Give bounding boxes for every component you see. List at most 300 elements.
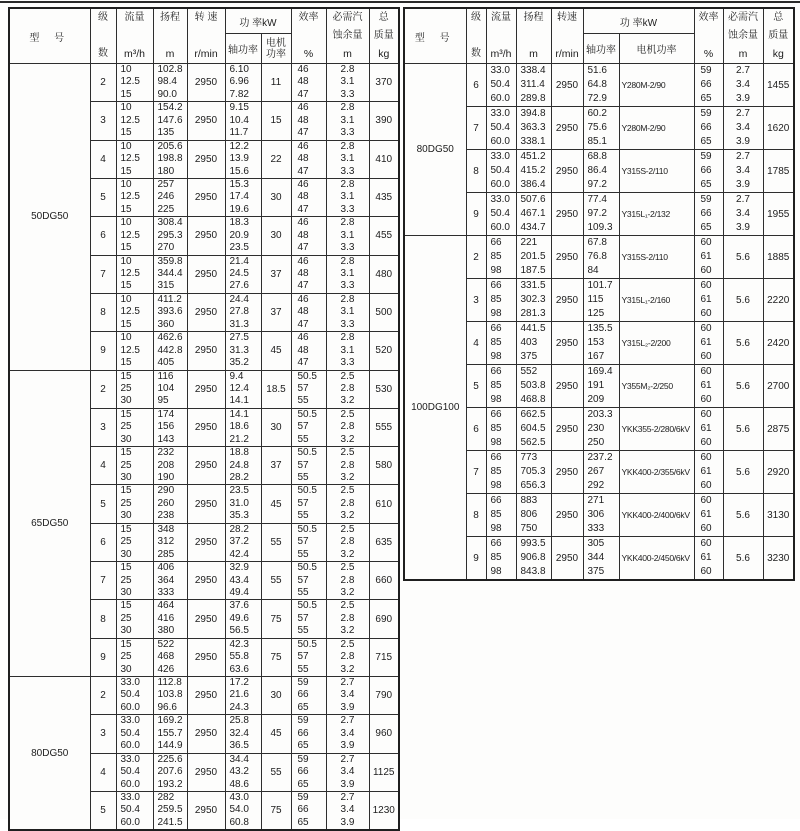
npsh-cell-line: 3.1 (340, 229, 355, 241)
flow-cell-line: 50.4 (120, 727, 140, 739)
npsh-cell (326, 753, 369, 791)
efficiency-cell-line: 66 (297, 766, 309, 778)
head-cell (153, 255, 187, 293)
flow-cell-line: 98 (490, 566, 502, 577)
head-cell (516, 193, 551, 236)
efficiency-cell (291, 408, 326, 446)
efficiency-cell-line: 60 (700, 452, 712, 463)
head-cell-line: 993.5 (520, 538, 546, 549)
shaft-power-cell (225, 217, 261, 255)
shaft-power-cell (583, 193, 619, 236)
flow-cell-line: 98 (490, 480, 502, 491)
npsh-cell (326, 677, 369, 715)
mass-cell: 610 (369, 485, 399, 523)
npsh-cell: 5.6 (723, 365, 763, 408)
npsh-cell-line: 3.4 (340, 804, 355, 816)
flow-cell-line: 50.4 (490, 208, 510, 219)
shaft-power-cell-line: 43.0 (229, 791, 249, 803)
mass-cell: 3230 (763, 537, 794, 581)
speed-cell: 2950 (187, 217, 225, 255)
head-cell-line: 442.8 (157, 344, 183, 356)
head-cell-line: 198.8 (157, 153, 183, 165)
efficiency-cell (291, 677, 326, 715)
stages-cell: 3 (90, 408, 116, 446)
shaft-power-cell-line: 24.4 (229, 293, 249, 305)
npsh-cell (326, 217, 369, 255)
head-cell-line: 155.7 (157, 727, 183, 739)
shaft-power-cell-line: 49.6 (229, 612, 249, 624)
flow-cell-line: 15 (120, 638, 132, 650)
npsh-cell: 5.6 (723, 322, 763, 365)
npsh-cell-line: 3.4 (340, 727, 355, 739)
flow-cell-line: 25 (120, 459, 132, 471)
flow-cell-line: 25 (120, 382, 132, 394)
header-efficiency-label: 效率 (698, 12, 719, 23)
header-model: 型 号 (404, 8, 466, 64)
flow-cell (486, 322, 516, 365)
stages-cell: 5 (90, 485, 116, 523)
head-cell (153, 715, 187, 753)
flow-cell-line: 85 (490, 294, 502, 305)
shaft-power-cell-line: 18.3 (229, 217, 249, 229)
motor-power-cell: Y315L₁-2/132 (619, 193, 694, 236)
mass-cell: 660 (369, 562, 399, 600)
shaft-power-cell (225, 562, 261, 600)
head-cell-line: 95 (157, 395, 169, 407)
flow-cell-line: 85 (490, 466, 502, 477)
flow-cell-line: 60.0 (490, 179, 510, 190)
stages-cell: 7 (466, 107, 486, 150)
header-motor-power-line2: 功率 (266, 48, 286, 60)
header-speed-unit: r/min (194, 48, 218, 60)
efficiency-cell (291, 217, 326, 255)
header-npsh (326, 8, 369, 64)
head-cell (153, 638, 187, 676)
efficiency-cell-line: 60 (700, 308, 712, 319)
mass-cell: 2700 (763, 365, 794, 408)
efficiency-cell-line: 55 (297, 586, 309, 598)
flow-cell (116, 600, 153, 638)
shaft-power-cell-line: 14.1 (229, 395, 249, 407)
stages-cell: 6 (90, 523, 116, 561)
flow-cell-line: 15 (120, 127, 132, 139)
shaft-power-cell-line: 42.3 (229, 638, 249, 650)
motor-power-cell: 30 (261, 677, 291, 715)
npsh-cell-line: 3.1 (340, 153, 355, 165)
efficiency-cell-line: 60 (700, 437, 712, 448)
flow-cell (486, 64, 516, 107)
flow-cell (116, 178, 153, 216)
efficiency-cell-line: 66 (700, 165, 712, 176)
npsh-cell-line: 2.5 (340, 600, 355, 612)
shaft-power-cell (583, 279, 619, 322)
shaft-power-cell-line: 24.8 (229, 459, 249, 471)
npsh-cell-line: 3.4 (340, 766, 355, 778)
shaft-power-cell (225, 523, 261, 561)
head-cell-line: 290 (157, 485, 175, 497)
efficiency-cell-line: 59 (297, 753, 309, 765)
head-cell-line: 260 (157, 497, 175, 509)
efficiency-cell-line: 50.5 (297, 600, 317, 612)
header-power-group: 功 率kW (583, 8, 694, 34)
efficiency-cell-line: 61 (700, 423, 712, 434)
flow-cell-line: 85 (490, 509, 502, 520)
flow-cell-line: 12.5 (120, 76, 140, 88)
shaft-power-cell (583, 365, 619, 408)
motor-power-cell: 30 (261, 178, 291, 216)
shaft-power-cell-line: 43.4 (229, 574, 249, 586)
flow-cell-line: 98 (490, 437, 502, 448)
head-cell-line: 311.4 (520, 79, 545, 90)
shaft-power-cell-line: 17.4 (229, 191, 249, 203)
shaft-power-cell (583, 107, 619, 150)
stages-cell: 2 (466, 236, 486, 279)
head-cell-line: 103.8 (157, 689, 183, 701)
shaft-power-cell-line: 43.2 (229, 766, 249, 778)
model-label: 80DG50 (9, 677, 90, 831)
efficiency-cell-line: 60 (700, 495, 712, 506)
flow-cell-line: 33.0 (120, 715, 140, 727)
head-cell-line: 187.5 (520, 265, 546, 276)
efficiency-cell-line: 55 (297, 510, 309, 522)
head-cell-line: 98.4 (157, 76, 177, 88)
efficiency-cell-line: 59 (297, 715, 309, 727)
npsh-cell-line: 2.7 (340, 791, 355, 803)
head-cell (153, 332, 187, 370)
mass-cell: 480 (369, 255, 399, 293)
flow-cell-line: 66 (490, 538, 502, 549)
flow-cell-line: 30 (120, 395, 132, 407)
flow-cell (116, 255, 153, 293)
shaft-power-cell-line: 67.8 (587, 237, 607, 248)
flow-cell (116, 102, 153, 140)
npsh-cell-line: 3.3 (340, 88, 355, 100)
efficiency-cell-line: 60 (700, 394, 712, 405)
shaft-power-cell-line: 37.2 (229, 536, 249, 548)
speed-cell: 2950 (187, 293, 225, 331)
shaft-power-cell-line: 86.4 (587, 165, 607, 176)
npsh-cell-line: 3.4 (736, 122, 750, 133)
efficiency-cell (291, 791, 326, 830)
npsh-cell-line: 3.3 (340, 318, 355, 330)
shaft-power-cell (225, 255, 261, 293)
speed-cell: 2950 (187, 715, 225, 753)
motor-power-cell: YKK355-2/280/6kV (619, 408, 694, 451)
npsh-cell-line: 2.8 (340, 382, 355, 394)
head-cell-line: 411.2 (157, 293, 182, 305)
head-cell-line: 302.3 (520, 294, 546, 305)
motor-power-cell: YKK400-2/400/6kV (619, 494, 694, 537)
flow-cell-line: 15 (120, 562, 132, 574)
shaft-power-cell-line: 24.5 (229, 268, 249, 279)
left-table-body (9, 64, 399, 831)
flow-cell (486, 408, 516, 451)
flow-cell-line: 33.0 (490, 194, 510, 205)
shaft-power-cell (583, 494, 619, 537)
shaft-power-cell-line: 42.4 (229, 548, 249, 560)
flow-cell-line: 33.0 (490, 151, 510, 162)
speed-cell: 2950 (551, 236, 583, 279)
shaft-power-cell-line: 77.4 (587, 194, 607, 205)
speed-cell: 2950 (551, 365, 583, 408)
shaft-power-cell-line: 24.3 (229, 701, 249, 713)
flow-cell-line: 33.0 (120, 791, 140, 803)
shaft-power-cell-line: 10.4 (229, 114, 249, 126)
shaft-power-cell (225, 600, 261, 638)
npsh-cell-line: 2.5 (340, 485, 355, 497)
flow-cell-line: 66 (490, 323, 502, 334)
mass-cell: 580 (369, 447, 399, 485)
shaft-power-cell-line: 209 (587, 394, 605, 405)
efficiency-cell-line: 66 (297, 804, 309, 816)
head-cell-line: 338.4 (520, 65, 546, 76)
head-cell-line: 174 (157, 408, 175, 420)
head-cell (516, 107, 551, 150)
head-cell-line: 241.5 (157, 816, 183, 828)
efficiency-cell-line: 60 (700, 366, 712, 377)
efficiency-cell-line: 46 (297, 217, 309, 229)
shaft-power-cell-line: 306 (587, 509, 605, 520)
shaft-power-cell-line: 292 (587, 480, 605, 491)
efficiency-cell-line: 60 (700, 538, 712, 549)
shaft-power-cell-line: 23.5 (229, 485, 249, 497)
motor-power-cell: YKK400-2/450/6kV (619, 537, 694, 581)
npsh-cell-line: 3.1 (340, 306, 355, 318)
flow-cell (116, 293, 153, 331)
npsh-cell-line: 2.8 (340, 217, 355, 229)
shaft-power-cell-line: 68.8 (587, 151, 607, 162)
flow-cell-line: 30 (120, 510, 132, 522)
efficiency-cell-line: 60 (700, 323, 712, 334)
flow-cell-line: 33.0 (120, 753, 140, 765)
efficiency-cell-line: 47 (297, 165, 309, 177)
speed-cell: 2950 (187, 140, 225, 178)
shaft-power-cell-line: 15.3 (229, 178, 249, 190)
head-cell-line: 468.8 (520, 394, 546, 405)
npsh-cell-line: 3.9 (340, 701, 355, 713)
npsh-cell (723, 150, 763, 193)
efficiency-cell-line: 47 (297, 357, 309, 369)
shaft-power-cell (583, 236, 619, 279)
header-speed-unit: r/min (555, 48, 579, 60)
speed-cell: 2950 (187, 255, 225, 293)
head-cell-line: 360 (157, 318, 175, 330)
flow-cell-line: 98 (490, 265, 502, 276)
head-cell-line: 394.8 (520, 108, 546, 119)
header-mass (763, 8, 794, 64)
flow-cell (116, 217, 153, 255)
flow-cell-line: 15 (120, 600, 132, 612)
shaft-power-cell (583, 64, 619, 107)
mass-cell: 635 (369, 523, 399, 561)
flow-cell-line: 50.4 (490, 122, 510, 133)
head-cell-line: 380 (157, 625, 175, 637)
efficiency-cell-line: 66 (297, 727, 309, 739)
npsh-cell-line: 3.9 (340, 778, 355, 790)
head-cell-line: 104 (157, 382, 175, 394)
flow-cell-line: 60.0 (490, 93, 510, 104)
npsh-cell-line: 3.4 (736, 165, 750, 176)
shaft-power-cell-line: 31.3 (229, 318, 249, 330)
shaft-power-cell-line: 14.1 (229, 408, 249, 420)
header-flow (116, 8, 153, 64)
efficiency-cell (291, 523, 326, 561)
npsh-cell: 5.6 (723, 537, 763, 581)
efficiency-cell-line: 48 (297, 344, 309, 356)
mass-cell: 690 (369, 600, 399, 638)
efficiency-cell-line: 61 (700, 466, 712, 477)
shaft-power-cell (583, 451, 619, 494)
speed-cell: 2950 (187, 638, 225, 676)
efficiency-cell-line: 50.5 (297, 523, 317, 535)
mass-cell: 960 (369, 715, 399, 753)
shaft-power-cell-line: 34.4 (229, 753, 249, 765)
efficiency-cell (694, 107, 723, 150)
head-cell-line: 135 (157, 127, 175, 139)
efficiency-cell-line: 55 (297, 663, 309, 675)
shaft-power-cell-line: 85.1 (587, 136, 607, 147)
header-npsh-line1: 必需汽 (332, 12, 363, 23)
shaft-power-cell-line: 250 (587, 437, 605, 448)
stages-cell: 3 (90, 102, 116, 140)
speed-cell: 2950 (551, 150, 583, 193)
efficiency-cell-line: 65 (700, 93, 712, 104)
efficiency-cell (694, 451, 723, 494)
shaft-power-cell (225, 178, 261, 216)
npsh-cell-line: 2.8 (340, 102, 355, 114)
head-cell-line: 257 (157, 178, 175, 190)
header-shaft-power: 轴功率 (583, 34, 619, 64)
mass-cell: 2920 (763, 451, 794, 494)
npsh-cell-line: 2.7 (340, 677, 355, 688)
flow-cell (486, 236, 516, 279)
motor-power-cell: 37 (261, 447, 291, 485)
motor-power-cell: 37 (261, 293, 291, 331)
flow-cell-line: 98 (490, 351, 502, 362)
npsh-cell-line: 2.5 (340, 638, 355, 650)
head-cell-line: 201.5 (520, 251, 546, 262)
shaft-power-cell-line: 230 (587, 423, 605, 434)
head-cell-line: 147.6 (157, 114, 183, 126)
flow-cell-line: 66 (490, 237, 502, 248)
shaft-power-cell (225, 370, 261, 408)
stages-cell: 5 (90, 791, 116, 830)
flow-cell-line: 66 (490, 280, 502, 291)
mass-cell: 1125 (369, 753, 399, 791)
efficiency-cell-line: 61 (700, 380, 712, 391)
flow-cell-line: 85 (490, 337, 502, 348)
stages-cell: 9 (90, 332, 116, 370)
npsh-cell-line: 3.9 (340, 816, 355, 828)
flow-cell-line: 66 (490, 495, 502, 506)
header-head (153, 8, 187, 64)
flow-cell-line: 15 (120, 408, 132, 420)
mass-cell: 370 (369, 64, 399, 102)
head-cell-line: 552 (520, 366, 538, 377)
header-efficiency-label: 效率 (298, 12, 319, 23)
npsh-cell-line: 3.3 (340, 280, 355, 292)
shaft-power-cell-line: 135.5 (587, 323, 613, 334)
stages-cell: 6 (466, 64, 486, 107)
spec-row (9, 677, 399, 715)
head-cell-line: 503.8 (520, 380, 546, 391)
speed-cell: 2950 (551, 451, 583, 494)
efficiency-cell-line: 60 (700, 237, 712, 248)
flow-cell-line: 10 (120, 293, 132, 305)
npsh-cell-line: 2.8 (340, 536, 355, 548)
head-cell (153, 64, 187, 102)
mass-cell: 1785 (763, 150, 794, 193)
shaft-power-cell-line: 9.15 (229, 102, 249, 114)
head-cell-line: 467.1 (520, 208, 546, 219)
shaft-power-cell-line: 9.4 (229, 370, 244, 382)
shaft-power-cell-line: 6.96 (229, 76, 249, 88)
head-cell-line: 208 (157, 459, 175, 471)
efficiency-cell-line: 65 (700, 179, 712, 190)
header-npsh-line1: 必需汽 (728, 12, 758, 23)
efficiency-cell (291, 715, 326, 753)
head-cell-line: 705.3 (520, 466, 546, 477)
model-label: 80DG50 (404, 64, 466, 236)
flow-cell (116, 332, 153, 370)
mass-cell: 555 (369, 408, 399, 446)
speed-cell: 2950 (187, 600, 225, 638)
npsh-cell-line: 3.3 (340, 242, 355, 254)
head-cell-line: 116 (157, 370, 174, 382)
stages-cell: 2 (90, 677, 116, 715)
shaft-power-cell-line: 203.3 (587, 409, 613, 420)
shaft-power-cell-line: 60.8 (229, 816, 249, 828)
stages-cell: 4 (466, 322, 486, 365)
efficiency-cell-line: 60 (700, 409, 712, 420)
stages-cell: 7 (90, 255, 116, 293)
head-cell-line: 193.2 (157, 778, 183, 790)
header-efficiency-unit: % (303, 48, 314, 60)
head-cell-line: 281.3 (520, 308, 546, 319)
head-cell-line: 386.4 (520, 179, 546, 190)
efficiency-cell-line: 57 (297, 612, 309, 624)
head-cell-line: 207.6 (157, 766, 183, 778)
efficiency-cell (694, 322, 723, 365)
shaft-power-cell-line: 375 (587, 566, 605, 577)
shaft-power-cell-line: 84 (587, 265, 599, 276)
npsh-cell: 5.6 (723, 408, 763, 451)
head-cell (153, 178, 187, 216)
npsh-cell (326, 485, 369, 523)
header-speed (551, 8, 583, 64)
head-cell-line: 416 (157, 612, 175, 624)
head-cell-line: 562.5 (520, 437, 546, 448)
speed-cell: 2950 (187, 677, 225, 715)
efficiency-cell-line: 60 (700, 523, 712, 534)
header-flow-unit: m³/h (124, 48, 145, 60)
efficiency-cell-line: 55 (297, 433, 309, 445)
flow-cell-line: 10 (120, 332, 132, 344)
shaft-power-cell-line: 72.9 (587, 93, 607, 104)
shaft-power-cell-line: 55.8 (229, 651, 249, 663)
shaft-power-cell (225, 332, 261, 370)
efficiency-cell-line: 59 (700, 194, 712, 205)
shaft-power-cell-line: 97.2 (587, 179, 607, 190)
motor-power-cell: Y315L₂-2/200 (619, 322, 694, 365)
flow-cell-line: 60.0 (120, 740, 140, 752)
flow-cell (116, 791, 153, 830)
stages-cell: 3 (466, 279, 486, 322)
stages-cell: 4 (90, 447, 116, 485)
shaft-power-cell-line: 36.5 (229, 740, 249, 752)
flow-cell-line: 66 (490, 366, 502, 377)
speed-cell: 2950 (551, 537, 583, 581)
